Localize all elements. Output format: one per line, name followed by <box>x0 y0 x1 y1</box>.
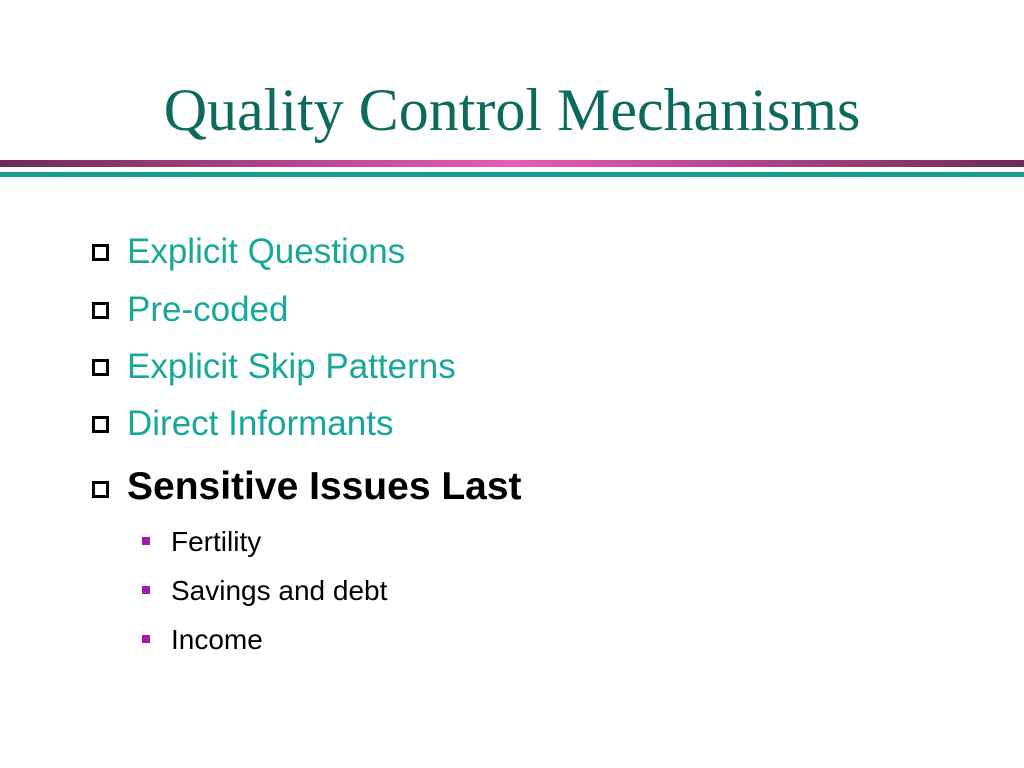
sub-bullet-label: Savings and debt <box>171 575 388 606</box>
hollow-square-icon <box>92 302 109 319</box>
slide-title: Quality Control Mechanisms <box>163 77 861 143</box>
hollow-square-icon <box>92 359 109 376</box>
bullet-label: Explicit Skip Patterns <box>127 347 456 386</box>
bullet-label: Sensitive Issues Last <box>127 465 522 508</box>
filled-square-icon <box>142 586 150 594</box>
bullet-label: Direct Informants <box>127 404 394 443</box>
hollow-square-icon <box>92 481 109 498</box>
sub-bullet-label: Fertility <box>171 526 262 557</box>
bullet-label: Pre-coded <box>127 290 289 329</box>
hollow-square-icon <box>92 244 109 261</box>
sub-bullet-label: Income <box>171 624 263 655</box>
filled-square-icon <box>142 635 150 643</box>
bullet-label: Explicit Questions <box>127 232 406 271</box>
hollow-square-icon <box>92 416 109 433</box>
filled-square-icon <box>142 537 150 545</box>
